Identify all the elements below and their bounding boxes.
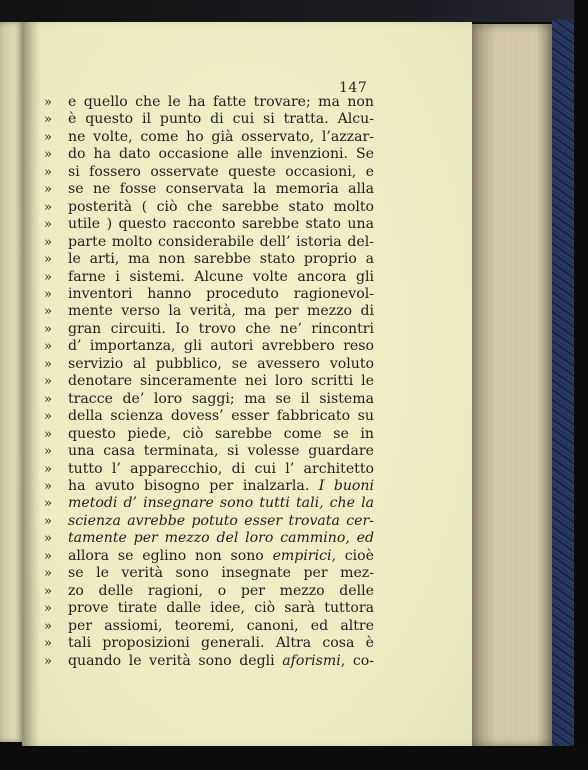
marbled-cover-board [552,20,574,748]
quote-mark: » [44,601,52,617]
text-line: » per assiomi, teoremi, canoni, ed altre [44,617,374,634]
quote-mark: » [44,653,52,669]
text-line: » le arti, ma non sarebbe stato proprio a [44,251,374,268]
text-line: » utile ) questo racconto sarebbe stato una [44,216,374,233]
quote-mark: » [44,339,52,355]
text-line: » posterità ( ciò che sarebbe stato molto [44,198,374,215]
text-line: » zo delle ragioni, o per mezzo delle [44,582,374,599]
text-line: » prove tirate dalle idee, ciò sarà tuttora [44,600,374,617]
quote-mark: » [44,374,52,390]
backdrop [0,746,588,770]
text-line: » tali proposizioni generali. Altra cosa è [44,635,374,652]
text-line: » inventori hanno proceduto ragionevol- [44,285,374,302]
quote-mark: » [44,548,52,564]
text-line: » è questo il punto di cui si tratta. Alcu- [44,111,374,128]
text-line: » se ne fosse conservata la memoria alla [44,181,374,198]
text-line: » quando le verità sono degli aforismi, co- [44,652,374,669]
text-line: » allora se eglino non sono empirici, cioè [44,547,375,564]
quote-mark: » [44,129,52,145]
text-line: » se le verità sono insegnate per mez- [44,565,374,582]
page-gutter-shadow [22,22,40,746]
book-page [22,22,472,746]
text-line: » d’ importanza, gli autori avrebbero reso [44,338,374,355]
quote-mark: » [44,583,52,599]
page-number: 147 [339,80,368,96]
quote-mark: » [44,321,52,337]
quote-mark: » [44,199,52,215]
text-line: » servizio al pubblico, se avessero voluto [44,355,374,372]
quote-mark: » [44,164,52,180]
text-line: » tutto l’ apparecchio, di cui l’ architetto [44,460,374,477]
text-line: » farne i sistemi. Alcune volte ancora gli [44,268,374,285]
text-line: » ne volte, come ho già osservato, l’azzar- [44,128,374,145]
text-line: » do ha dato occasione alle invenzioni. Se [44,146,374,163]
quote-mark: » [44,566,52,582]
quote-mark: » [44,444,52,460]
quote-mark: » [44,234,52,250]
quote-mark: » [44,461,52,477]
text-line: » metodi d’ insegnare sono tutti tali, che la [44,495,374,512]
text-line: » mente verso la verità, ma per mezzo di [44,303,374,320]
quote-mark: » [44,304,52,320]
quote-mark: » [44,636,52,652]
text-line: » tracce de’ loro saggi; ma se il sistema [44,390,374,407]
quote-mark: » [44,147,52,163]
quote-mark: » [44,252,52,268]
backdrop [574,0,588,770]
quote-mark: » [44,182,52,198]
quote-mark: » [44,269,52,285]
page-block-shadow [472,24,552,746]
quote-mark: » [44,496,52,512]
text-line: » e quello che le ha fatte trovare; ma non [44,94,374,110]
text-line: » tamente per mezzo del loro cammino, ed [44,530,374,547]
quote-mark: » [44,513,52,529]
text-line: » ha avuto bisogno per inalzarla. I buoni [44,477,374,494]
quote-mark: » [44,618,52,634]
quote-mark: » [44,391,52,407]
quote-mark: » [44,286,52,302]
text-line: » scienza avrebbe potuto esser trovata cer- [44,512,374,529]
quote-mark: » [44,409,52,425]
facing-page-edge [0,22,22,742]
italic-text: empirici [272,547,332,564]
text-line: » della scienza dovess’ esser fabbricato su [44,408,374,425]
text-line: » denotare sinceramente nei loro scritti le [44,373,374,390]
text-line: » gran circuiti. Io trovo che ne’ rincontri [44,320,374,337]
page-text [44,94,374,670]
text-line: » una casa terminata, si volesse guardare [44,443,374,460]
quote-mark: » [44,356,52,372]
quote-mark: » [44,426,52,442]
quote-mark: » [44,95,52,110]
text-line: » parte molto considerabile dell’ istoria del- [44,233,374,250]
quote-mark: » [44,531,52,547]
text-line: » si fossero osservate queste occasioni, e [44,163,374,180]
quote-mark: » [44,112,52,128]
text-line: » questo piede, ciò sarebbe come se in [44,425,374,442]
italic-text: I buoni [318,477,374,494]
backdrop [0,0,588,22]
quote-mark: » [44,478,52,494]
quote-mark: » [44,217,52,233]
italic-text: aforismi [282,652,341,669]
